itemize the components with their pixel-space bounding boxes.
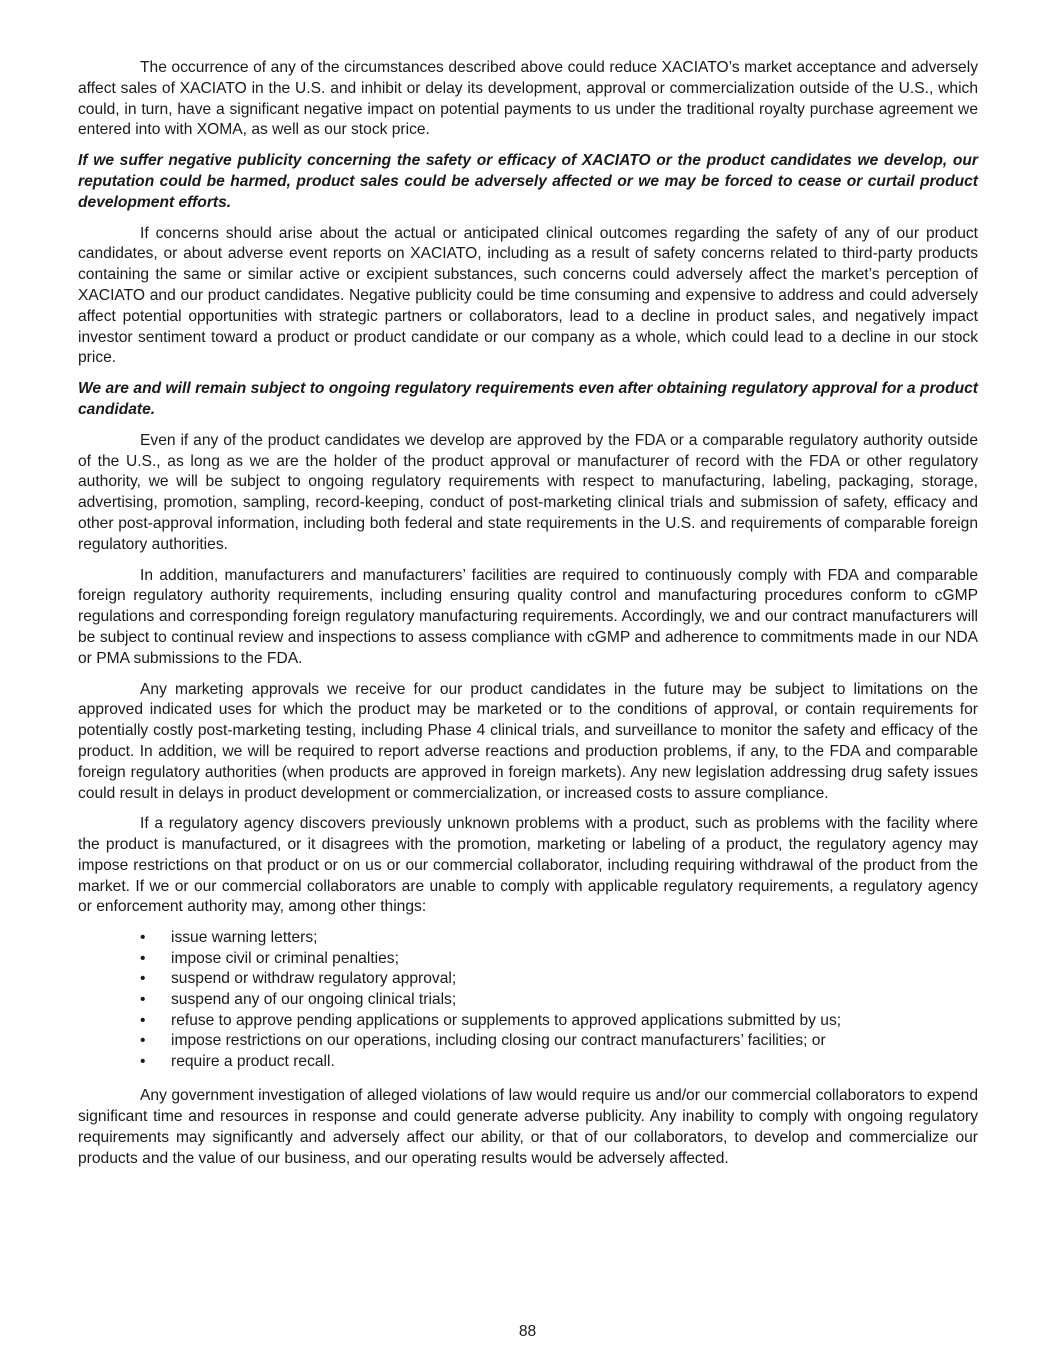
list-item xyxy=(78,1011,978,1032)
list-item xyxy=(78,1052,978,1073)
bullet-icon: • xyxy=(140,929,146,947)
paragraph-marketing-approvals: Any marketing approvals we receive for our product candidates in the future may be subject to limitations on the approved indicated uses for which the product may be marketed or to the conditions of approval, or contain requirements for potentially costly post-marketing testing, including Phase 4 clinical trials, and surveillance to monitor the safety and efficacy of the product. In addition, we will be required to report adverse reactions and production problems, if any, to the FDA and comparable foreign regulatory authorities (when products are approved in foreign markets). Any new legislation addressing drug safety issues could result in delays in product development or commercialization, or increased costs to assure compliance. xyxy=(78,680,978,802)
list-item-text: suspend any of our ongoing clinical trials; xyxy=(171,991,457,1009)
list-item xyxy=(78,928,978,949)
bullet-icon: • xyxy=(140,949,146,967)
paragraph-regulatory-agency-problems: If a regulatory agency discovers previously unknown problems with a product, such as problems with the facility where the product is manufactured, or it disagrees with the promotion, marketing or labeling of a product, the regulatory agency may impose restrictions on that product or on us or our commercial collaborator, including requiring withdrawal of the product from the market. If we or our commercial collaborators are unable to comply with applicable regulatory requirements, a regulatory agency or enforcement authority may, among other things: xyxy=(78,815,978,916)
list-item-text: impose civil or criminal penalties; xyxy=(171,949,399,967)
list-item xyxy=(78,949,978,970)
list-item-text: impose restrictions on our operations, including closing our contract manufacturers’ facilities; or xyxy=(171,1032,826,1050)
enforcement-actions-list xyxy=(78,928,978,1072)
list-item xyxy=(78,969,978,990)
paragraph-ongoing-requirements: Even if any of the product candidates we develop are approved by the FDA or a comparable regulatory authority outside of the U.S., as long as we are the holder of the product approval or manufacturer of record with the FDA or other regulatory authority, we will be subject to ongoing regulatory requirements with respect to manufacturing, labeling, packaging, storage, advertising, promotion, sampling, record-keeping, conduct of post-marketing clinical trials and submission of safety, efficacy and other post-approval information, including both federal and state requirements in the U.S. and requirements of comparable foreign regulatory authorities. xyxy=(78,431,978,553)
bullet-icon: • xyxy=(140,1052,146,1070)
list-item-text: refuse to approve pending applications or supplements to approved applications submitted by us; xyxy=(171,1011,842,1029)
list-item-text: require a product recall. xyxy=(171,1052,335,1070)
paragraph-government-investigation: Any government investigation of alleged violations of law would require us and/or our commercial collaborators to expend significant time and resources in response and could generate adverse publicity. Any inability to comply with ongoing regulatory requirements may significantly and adversely affect our ability, or that of our collaborators, to develop and commercialize our products and the value of our business, and our operating results would be adversely affected. xyxy=(78,1087,978,1167)
paragraph-market-acceptance: The occurrence of any of the circumstances described above could reduce XACIATO’s market acceptance and adversely affect sales of XACIATO in the U.S. and inhibit or delay its development, approval or commercialization outside of the U.S., which could, in turn, have a significant negative impact on potential payments to us under the traditional royalty purchase agreement we entered into with XOMA, as well as our stock price. xyxy=(78,59,978,139)
bullet-icon: • xyxy=(140,1032,146,1050)
list-item xyxy=(78,1031,978,1052)
document-page xyxy=(78,58,978,1180)
bullet-icon: • xyxy=(140,991,146,1009)
bullet-icon: • xyxy=(140,970,146,988)
paragraph-safety-concerns: If concerns should arise about the actual or anticipated clinical outcomes regarding the safety of any of our product candidates, or about adverse event reports on XACIATO, including as a result of safety concerns related to third-party products containing the same or similar active or excipient substances, such concerns could adversely affect the market’s perception of XACIATO and our product candidates. Negative publicity could be time consuming and expensive to address and could adversely affect potential opportunities with strategic partners or collaborators, lead to a decline in product sales, and negatively impact investor sentiment toward a product or product candidate or our company as a whole, which could lead to a decline in our stock price. xyxy=(78,224,978,367)
list-item-text: suspend or withdraw regulatory approval; xyxy=(171,970,457,988)
list-item-text: issue warning letters; xyxy=(171,929,318,947)
list-item xyxy=(78,990,978,1011)
risk-heading-negative-publicity: If we suffer negative publicity concerning the safety or efficacy of XACIATO or the product candidates we develop, our reputation could be harmed, product sales could be adversely affected or we may be forced to cease or curtail product development efforts. xyxy=(78,152,978,211)
bullet-icon: • xyxy=(140,1011,146,1029)
page-number: 88 xyxy=(518,1323,537,1340)
risk-heading-regulatory-requirements: We are and will remain subject to ongoing regulatory requirements even after obtaining regulatory approval for a product candidate. xyxy=(78,380,978,418)
paragraph-manufacturer-compliance: In addition, manufacturers and manufacturers’ facilities are required to continuously comply with FDA and comparable foreign regulatory authority requirements, including ensuring quality control and manufacturing procedures conform to cGMP regulations and corresponding foreign regulatory manufacturing requirements. Accordingly, we and our contract manufacturers will be subject to continual review and inspections to assess compliance with cGMP and adherence to commitments made in our NDA or PMA submissions to the FDA. xyxy=(78,566,978,667)
